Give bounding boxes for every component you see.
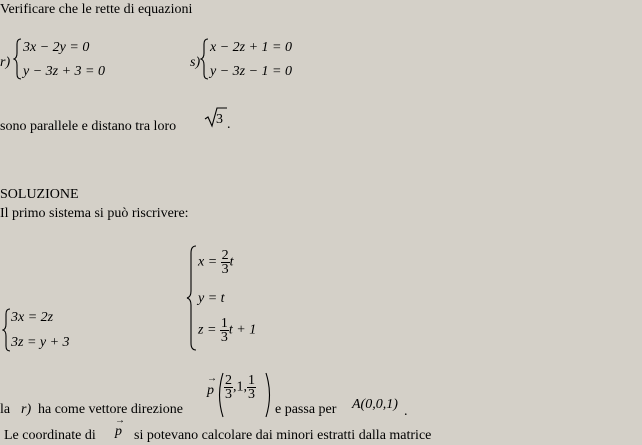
param-y-row: y = t xyxy=(198,291,225,306)
r-system-brace xyxy=(13,38,23,80)
vec-arrow: → xyxy=(207,373,217,384)
vec-frac-2 xyxy=(247,374,256,401)
coord-vec-arrow: → xyxy=(115,415,125,426)
param-x-rhs: t xyxy=(229,254,234,270)
point-period: . xyxy=(404,404,408,419)
s-equation-2: y − 3z − 1 = 0 xyxy=(210,64,293,79)
param-x-den: 3 xyxy=(221,262,229,277)
param-x-row xyxy=(198,249,234,276)
sentence-period: . xyxy=(227,117,231,132)
param-z-row xyxy=(198,317,256,344)
s-system-brace xyxy=(200,38,210,80)
coord-prefix: Le coordinate di xyxy=(4,428,96,443)
parallel-statement: sono parallele e distano tra loro xyxy=(0,119,177,134)
param-z-rhs: t + 1 xyxy=(228,322,257,338)
intro-line: Verificare che le rette di equazioni xyxy=(0,2,193,17)
vec-p: p xyxy=(207,383,214,398)
vec-num-2: 1 xyxy=(248,373,255,388)
dir-r-label: r) xyxy=(21,402,32,417)
solution-heading: SOLUZIONE xyxy=(0,187,79,202)
param-brace xyxy=(186,245,198,351)
param-z-lhs: z = xyxy=(198,322,217,338)
param-z-den: 3 xyxy=(220,330,228,345)
param-x-lhs: x = xyxy=(198,254,218,270)
param-z-fraction xyxy=(220,317,229,344)
r-label: r) xyxy=(0,55,11,70)
vec-num-1: 2 xyxy=(225,373,232,388)
vec-den-1: 3 xyxy=(225,387,232,402)
sqrt-value: 3 xyxy=(216,112,223,127)
s-label: s) xyxy=(190,55,201,70)
coord-vec-p: p xyxy=(115,424,122,439)
coord-suffix: si potevano calcolare dai minori estratti dalla matrice xyxy=(134,428,432,443)
vec-mid: ,1, xyxy=(233,379,247,395)
r-equation-1: 3x − 2y = 0 xyxy=(23,40,90,55)
vec-components xyxy=(224,374,256,401)
param-z-num: 1 xyxy=(220,316,228,331)
sys1-equation-2: 3z = y + 3 xyxy=(11,335,70,350)
sys1-equation-1: 3x = 2z xyxy=(11,310,54,325)
vec-den-2: 3 xyxy=(248,387,255,402)
param-x-num: 2 xyxy=(221,248,229,263)
passes-text: e passa per xyxy=(275,402,337,417)
param-x-fraction xyxy=(221,249,230,276)
vec-right-paren xyxy=(264,372,274,418)
point-a: A(0,0,1) xyxy=(352,397,398,412)
dir-text: ha come vettore direzione xyxy=(38,402,183,417)
solution-line: Il primo sistema si può riscrivere: xyxy=(0,206,189,221)
s-equation-1: x − 2z + 1 = 0 xyxy=(210,40,293,55)
r-equation-2: y − 3z + 3 = 0 xyxy=(23,64,106,79)
vec-frac-1 xyxy=(224,374,233,401)
dir-prefix: la xyxy=(0,402,11,417)
